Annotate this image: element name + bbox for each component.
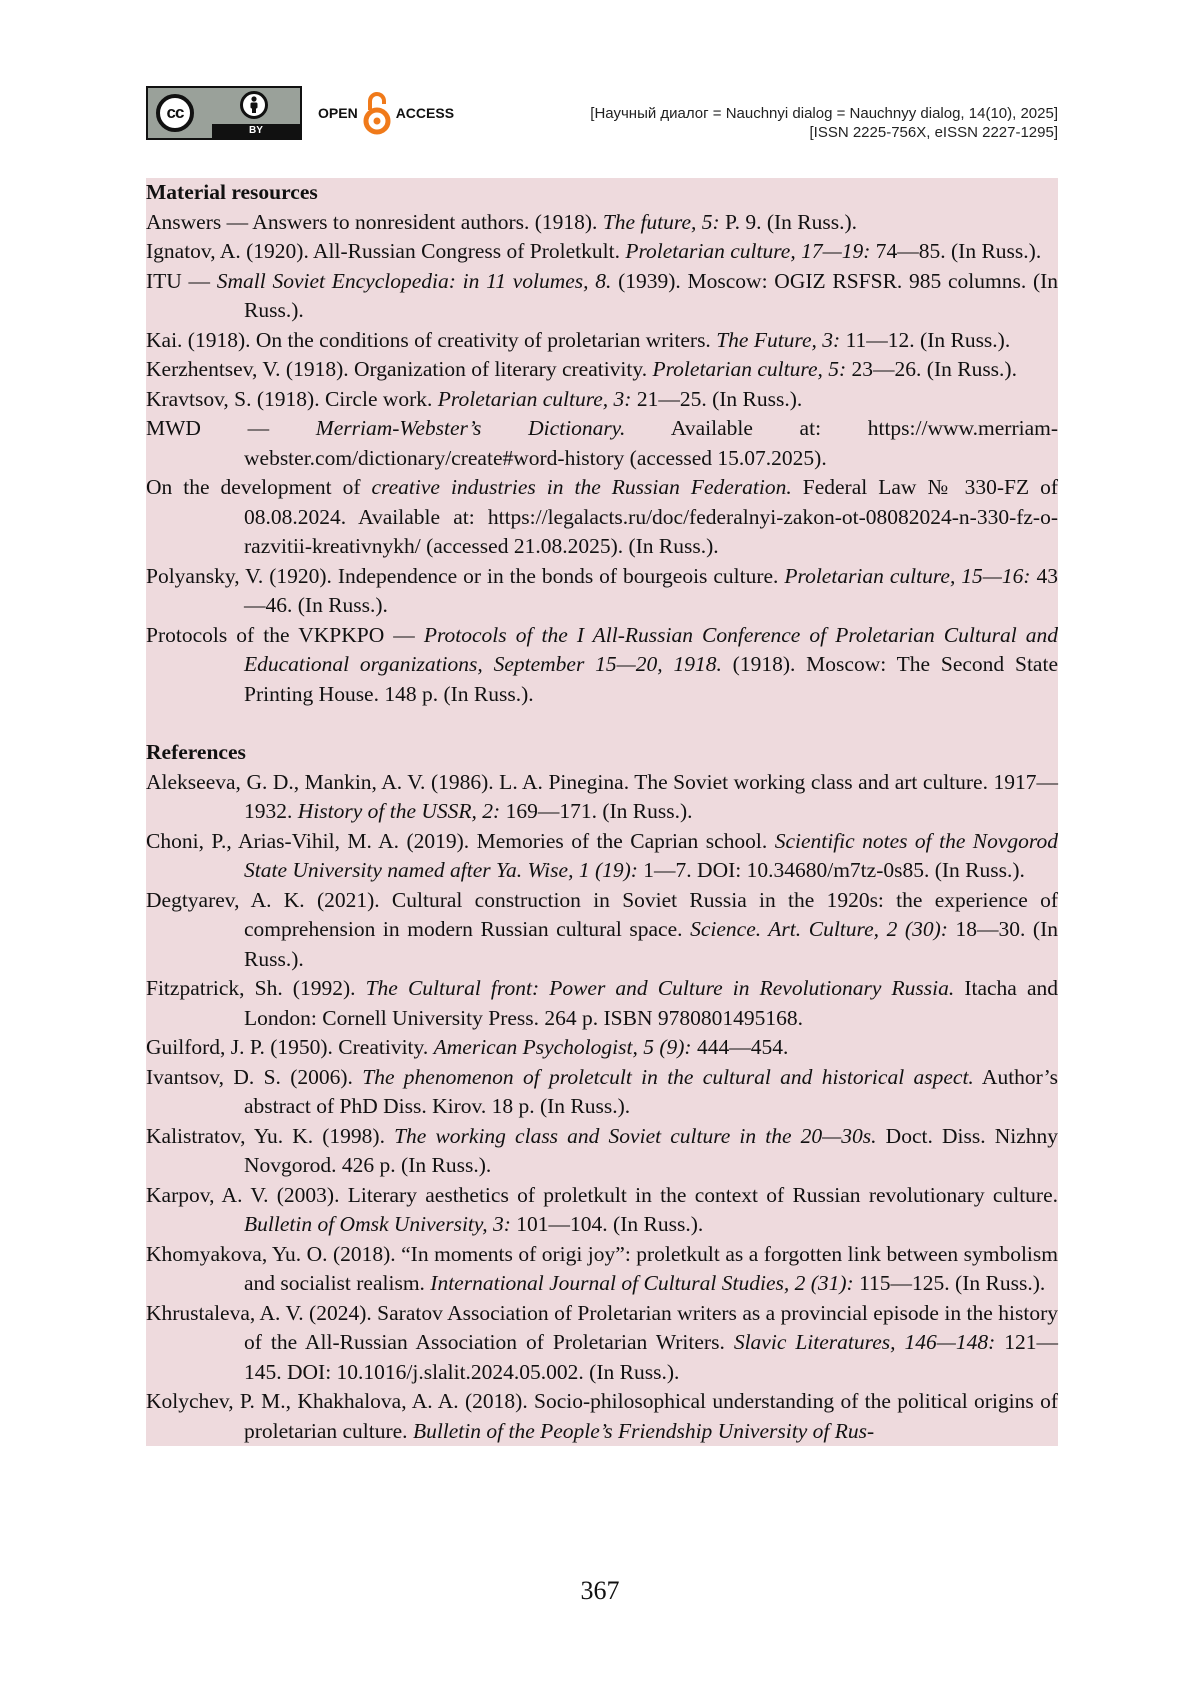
reference-post-text: P. 9. (In Russ.). — [719, 209, 858, 234]
reference-post-text: 74—85. (In Russ.). — [870, 239, 1042, 263]
reference-entry — [146, 827, 1058, 886]
reference-pre-text: Protocols of the VKPKPO — — [146, 622, 424, 647]
reference-pre-text: Polyansky, V. (1920). Independence or in the bonds of bourgeois culture. — [146, 563, 785, 588]
page-number: 367 — [580, 1576, 620, 1605]
section-gap — [146, 709, 1058, 738]
reference-italic-text: Slavic Literatures, 146—148: — [733, 1330, 996, 1354]
reference-post-text: (1918). Moscow: The Second State Printing House. 148 p. (In Russ.). — [244, 652, 1058, 706]
reference-post-text: Itacha and London: Cornell University Press. 264 p. ISBN 9780801495168. — [244, 976, 1058, 1030]
reference-entry — [146, 768, 1058, 827]
reference-post-text: 1—7. DOI: 10.34680/m7tz-0s85. (In Russ.). — [637, 858, 1025, 882]
reference-italic-text: Bulletin of the People’s Friendship University of Rus- — [412, 1418, 875, 1443]
reference-italic-text: The working class and Soviet culture in the 20—30s. — [394, 1123, 877, 1148]
reference-pre-text: Khrustaleva, A. V. (2024). Saratov Association of Proletarian writers as a provincial episode in the history of the All-Russian Association of Proletarian Writers. — [146, 1300, 1058, 1354]
reference-entry — [146, 1033, 1058, 1063]
reference-italic-text: Protocols of the I All-Russian Conference of Proletarian Cultural and Educational organizations, September 15—20, 1918. — [244, 622, 1058, 676]
open-access-right-text: ACCESS — [395, 105, 455, 121]
reference-pre-text: Ivantsov, D. S. (2006). — [146, 1064, 363, 1089]
reference-entry — [146, 974, 1058, 1033]
reference-entry — [146, 267, 1058, 326]
reference-entry — [146, 208, 1058, 238]
reference-post-text: Doct. Diss. Nizhny Novgorod. 426 p. (In Russ.). — [244, 1123, 1058, 1177]
cc-icon: cc — [156, 94, 194, 132]
reference-entry — [146, 1299, 1058, 1388]
reference-italic-text: The Cultural front: Power and Culture in Revolutionary Russia. — [365, 976, 955, 1000]
reference-entry — [146, 385, 1058, 415]
reference-pre-text: Karpov, A. V. (2003). Literary aesthetics of proletkult in the context of Russian revolutionary culture. — [146, 1182, 1058, 1207]
reference-post-text: Author’s abstract of PhD Diss. Kirov. 18 p. (In Russ.). — [244, 1064, 1058, 1118]
reference-pre-text: Choni, P., Arias-Vihil, M. A. (2019). Memories of the Caprian school. — [146, 828, 775, 853]
reference-post-text: 101—104. (In Russ.). — [510, 1212, 704, 1236]
references-list — [146, 768, 1058, 1447]
reference-entry — [146, 326, 1058, 356]
reference-italic-text: The Future, 3: — [716, 327, 841, 352]
reference-italic-text: The future, 5: — [602, 209, 720, 234]
reference-post-text: 43—46. (In Russ.). — [244, 563, 1058, 617]
reference-pre-text: Kolychev, P. M., Khakhalova, A. A. (2018). Socio-philosophical understanding of the political origins of proletarian culture. — [146, 1389, 1058, 1443]
reference-entry — [146, 1240, 1058, 1299]
reference-pre-text: ITU — — [146, 268, 217, 293]
reference-post-text: Federal Law № 330-FZ of 08.08.2024. Available at: https://legalacts.ru/doc/federalnyi-zakon-ot-08082024-n-330-fz-o-razvitii-kreativnykh/ (accessed 21.08.2025). (In Russ.). — [244, 475, 1058, 558]
reference-post-text: 18—30. (In Russ.). — [244, 917, 1058, 971]
reference-entry — [146, 414, 1058, 473]
journal-issn-line: [ISSN 2225-756X, eISSN 2227-1295] — [809, 124, 1058, 141]
reference-pre-text: Ignatov, A. (1920). All-Russian Congress of Proletkult. — [146, 239, 626, 263]
reference-pre-text: Answers — Answers to nonresident authors. (1918). — [146, 209, 603, 234]
reference-italic-text: American Psychologist, 5 (9): — [433, 1035, 692, 1059]
reference-pre-text: Kravtsov, S. (1918). Circle work. — [146, 386, 438, 411]
reference-pre-text: Kai. (1918). On the conditions of creativity of proletarian writers. — [146, 327, 717, 352]
reference-italic-text: Proletarian culture, 15—16: — [784, 563, 1031, 588]
reference-pre-text: Guilford, J. P. (1950). Creativity. — [146, 1035, 434, 1059]
reference-entry — [146, 355, 1058, 385]
open-access-left-text: OPEN — [318, 105, 358, 121]
references-section — [146, 738, 1058, 1446]
reference-pre-text: Kalistratov, Yu. K. (1998). — [146, 1123, 395, 1148]
reference-italic-text: creative industries in the Russian Federation. — [371, 475, 792, 499]
reference-italic-text: Proletarian culture, 17—19: — [625, 239, 871, 263]
reference-italic-text: International Journal of Cultural Studies, 2 (31): — [430, 1271, 854, 1295]
reference-post-text: (1939). Moscow: OGIZ RSFSR. 985 columns. (In Russ.). — [244, 268, 1059, 322]
cc-by-license-badge — [146, 86, 302, 140]
reference-post-text: 115—125. (In Russ.). — [853, 1271, 1046, 1295]
reference-pre-text: MWD — — [146, 416, 316, 440]
attribution-person-icon — [240, 91, 268, 119]
reference-pre-text: Alekseeva, G. D., Mankin, A. V. (1986). L. A. Pinegina. The Soviet working class and art culture. 1917—1932. — [146, 769, 1058, 823]
open-access-logo — [318, 86, 454, 140]
reference-post-text: 23—26. (In Russ.). — [846, 357, 1017, 381]
journal-citation — [590, 104, 1058, 142]
reference-post-text: Available at: https://www.merriam-webster.com/dictionary/create#word-history (accessed 15.07.2025). — [244, 416, 1058, 470]
reference-entry — [146, 886, 1058, 975]
reference-italic-text: Merriam-Webster’s Dictionary. — [315, 416, 626, 440]
reference-italic-text: Scientific notes of the Novgorod State University named after Ya. Wise, 1 (19): — [244, 828, 1058, 882]
reference-italic-text: Small Soviet Encyclopedia: in 11 volumes, 8. — [216, 268, 612, 293]
reference-entry — [146, 237, 1058, 267]
references-heading: References — [146, 740, 246, 764]
reference-entry — [146, 621, 1058, 710]
reference-post-text: 21—25. (In Russ.). — [631, 386, 803, 411]
reference-post-text: 11—12. (In Russ.). — [840, 327, 1011, 352]
reference-italic-text: History of the USSR, 2: — [297, 799, 501, 823]
reference-entry — [146, 1181, 1058, 1240]
reference-lists — [146, 178, 1058, 1446]
reference-entry — [146, 473, 1058, 562]
journal-title-line: [Научный диалог = Nauchnyi dialog = Nauchnyy dialog, 14(10), 2025] — [590, 105, 1058, 122]
reference-italic-text: Proletarian culture, 3: — [437, 386, 632, 411]
reference-post-text: 444—454. — [691, 1035, 789, 1059]
license-by-label: BY — [212, 124, 300, 138]
reference-entry — [146, 1387, 1058, 1446]
reference-entry — [146, 1063, 1058, 1122]
reference-pre-text: Kerzhentsev, V. (1918). Organization of literary creativity. — [146, 357, 653, 381]
open-access-lock-icon — [362, 90, 392, 136]
reference-italic-text: Bulletin of Omsk University, 3: — [244, 1212, 511, 1236]
reference-pre-text: On the development of — [146, 475, 372, 499]
material-resources-heading: Material resources — [146, 180, 318, 204]
reference-entry — [146, 1122, 1058, 1181]
reference-pre-text: Khomyakova, Yu. O. (2018). “In moments of origi joy”: proletkult as a forgotten link between symbolism and socialist realism. — [146, 1241, 1058, 1295]
reference-pre-text: Fitzpatrick, Sh. (1992). — [146, 976, 366, 1000]
reference-post-text: 121—145. DOI: 10.1016/j.slalit.2024.05.002. (In Russ.). — [244, 1330, 1059, 1384]
material-resources-section — [146, 178, 1058, 709]
reference-italic-text: Science. Art. Culture, 2 (30): — [690, 917, 948, 941]
material-resources-list — [146, 208, 1058, 710]
reference-italic-text: The phenomenon of proletcult in the cultural and historical aspect. — [362, 1064, 974, 1089]
reference-pre-text: Degtyarev, A. K. (2021). Cultural construction in Soviet Russia in the 1920s: the experience of comprehension in modern Russian cultural space. — [146, 887, 1058, 941]
reference-entry — [146, 562, 1058, 621]
reference-post-text: 169—171. (In Russ.). — [500, 799, 693, 823]
reference-italic-text: Proletarian culture, 5: — [652, 357, 847, 381]
